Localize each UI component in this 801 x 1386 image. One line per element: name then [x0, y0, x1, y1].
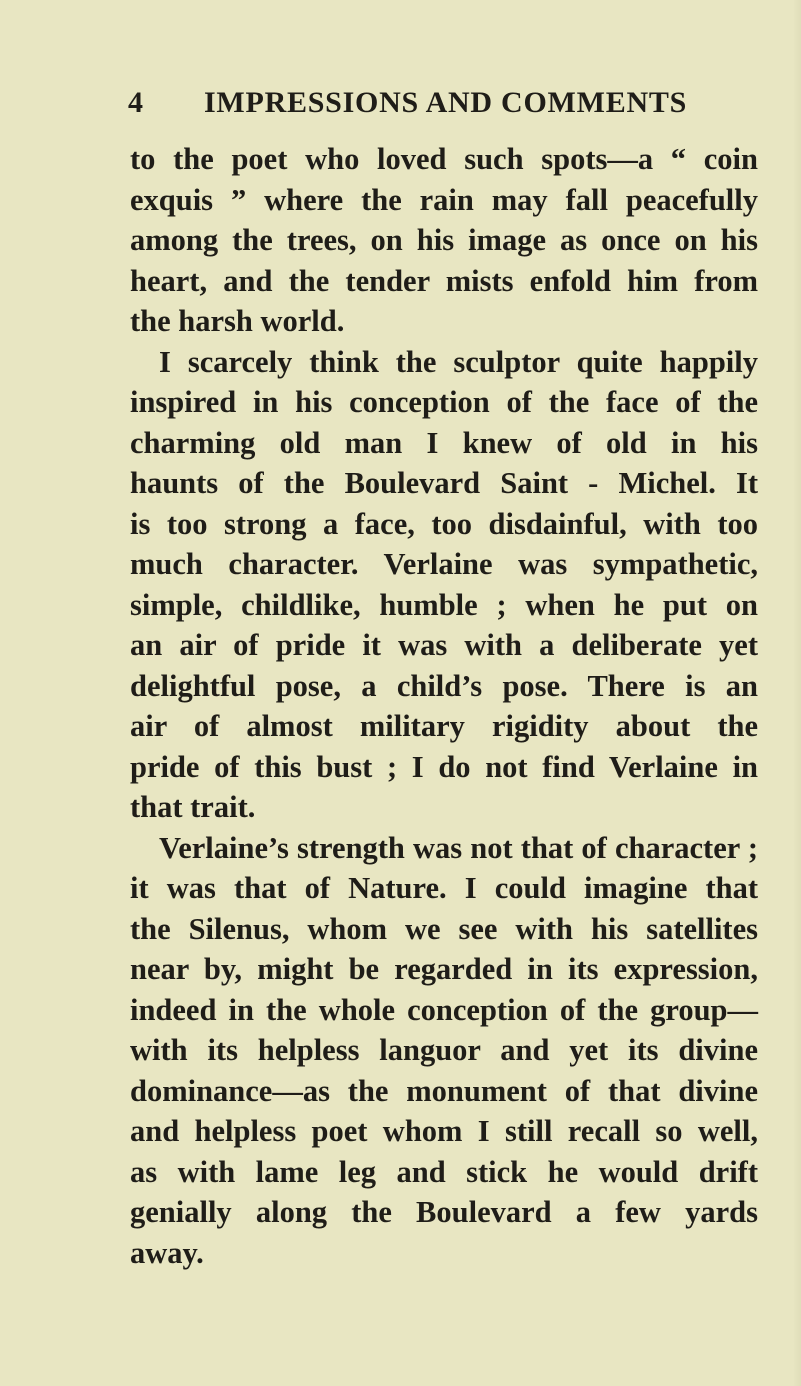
text-line: haunts of the Boulevard Saint - Michel. It — [130, 466, 758, 500]
text-line: as with lame leg and stick he would drift — [130, 1154, 758, 1189]
paper-edge-shadow — [793, 0, 801, 1386]
text-line: dominance—as the monument of that divine — [130, 1073, 758, 1108]
text-line: with its helpless languor and yet its divine — [130, 1033, 758, 1067]
text-line: I scarcely think the sculptor quite happily — [159, 344, 758, 379]
text-line: among the trees, on his image as once on his — [130, 223, 758, 257]
text-line: charming old man I knew of old in his — [130, 425, 758, 460]
text-line: air of almost military rigidity about the — [130, 709, 758, 743]
text-line: inspired in his conception of the face of the — [130, 385, 758, 419]
text-line: pride of this bust ; I do not find Verlaine in — [130, 749, 758, 784]
text-line: Verlaine’s strength was not that of character ; — [159, 830, 758, 865]
text-line: away. — [130, 1235, 204, 1270]
running-head: IMPRESSIONS AND COMMENTS — [204, 86, 688, 119]
body-text — [130, 139, 758, 1273]
page-number: 4 — [128, 86, 144, 119]
text-line: heart, and the tender mists enfold him from — [130, 263, 758, 298]
text-line: that trait. — [130, 790, 256, 824]
text-line: much character. Verlaine was sympathetic, — [130, 547, 758, 581]
text-line: is too strong a face, too disdainful, with too — [130, 506, 758, 541]
text-line: the Silenus, whom we see with his satellites — [130, 911, 758, 946]
page-header — [128, 86, 688, 120]
text-line: and helpless poet whom I still recall so well, — [130, 1114, 758, 1148]
text-line: indeed in the whole conception of the group— — [130, 992, 758, 1027]
text-line: near by, might be regarded in its expression, — [130, 952, 758, 986]
text-line: delightful pose, a child’s pose. There is an — [130, 668, 758, 703]
text-line: exquis ” where the rain may fall peacefully — [130, 182, 758, 217]
text-line: to the poet who loved such spots—a “ coin — [130, 142, 758, 176]
text-line: it was that of Nature. I could imagine that — [130, 871, 758, 905]
text-line: simple, childlike, humble ; when he put on — [130, 587, 758, 622]
text-line: an air of pride it was with a deliberate yet — [130, 628, 758, 662]
text-line: the harsh world. — [130, 304, 345, 338]
text-line: genially along the Boulevard a few yards — [130, 1195, 758, 1229]
